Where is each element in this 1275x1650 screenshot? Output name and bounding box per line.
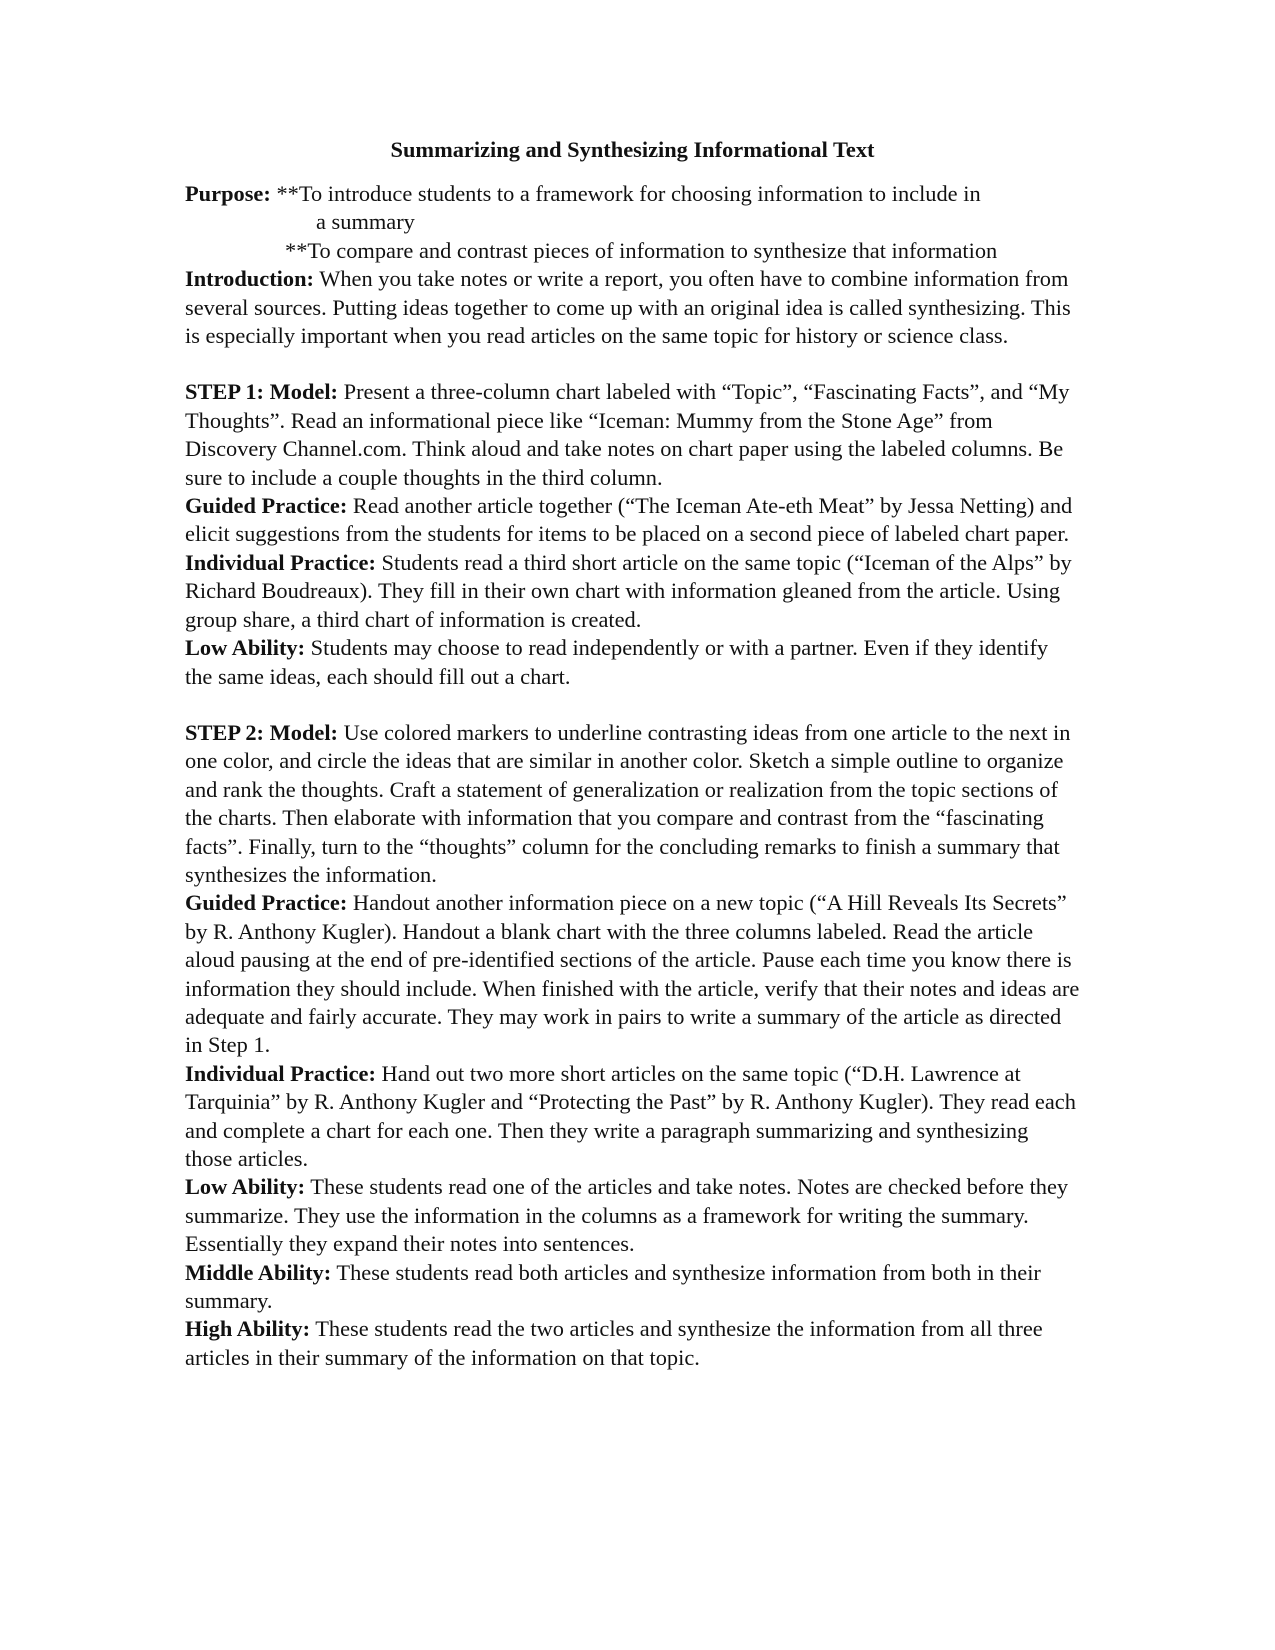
- step2-high-paragraph: [185, 1315, 1080, 1372]
- step2-high-label: High Ability:: [185, 1316, 311, 1342]
- step2-model-paragraph: [185, 719, 1080, 889]
- step2-low-paragraph: [185, 1173, 1080, 1258]
- introduction-label: Introduction:: [185, 266, 314, 292]
- step1-model-text: Present a three-column chart labeled with “Topic”, “Fascinating Facts”, and “My Thoughts”. Read an informational piece like “Iceman: Mummy from the Stone Age” from Discovery Channel.com. Think aloud and take notes on chart paper using the labeled columns. Be sure to include a couple thoughts in the third column.: [185, 379, 1070, 490]
- step1-model-label: STEP 1: Model:: [185, 379, 339, 405]
- purpose-section: [185, 180, 1080, 265]
- step2-individual-label: Individual Practice:: [185, 1060, 376, 1086]
- purpose-line-2: a summary: [316, 209, 415, 235]
- purpose-label: Purpose:: [185, 181, 271, 206]
- purpose-line-1: **To introduce students to a framework for choosing information to include in: [276, 181, 981, 206]
- step1-individual-label: Individual Practice:: [185, 549, 376, 575]
- step2-middle-paragraph: [185, 1259, 1080, 1316]
- document-title: Summarizing and Synthesizing Informational Text: [390, 137, 875, 162]
- document-page: [185, 136, 1080, 1372]
- step1-low-label: Low Ability:: [185, 635, 306, 661]
- step2-high-text: These students read the two articles and synthesize the information from all three articles in their summary of the information on that topic.: [185, 1316, 1043, 1370]
- step2-section: [185, 719, 1080, 1372]
- step2-low-label: Low Ability:: [185, 1174, 306, 1200]
- step2-model-text: Use colored markers to underline contrasting ideas from one article to the next in one color, and circle the ideas that are similar in another color. Sketch a simple outline to organize and rank the thoughts. Craft a statement of generalization or realization from the topic sections of the charts. Then elaborate with information that you compare and contrast from the “fascinating facts”. Finally, turn to the “thoughts” column for the concluding remarks to finish a summary that synthesizes the information.: [185, 719, 1071, 887]
- step2-guided-paragraph: [185, 889, 1080, 1059]
- step1-individual-paragraph: [185, 549, 1080, 634]
- step2-guided-text: Handout another information piece on a new topic (“A Hill Reveals Its Secrets” by R. Anthony Kugler). Handout a blank chart with the three columns labeled. Read the article aloud pausing at the end of pre-identified sections of the article. Pause each time you know there is information they should include. When finished with the article, verify that their notes and ideas are adequate and fairly accurate. They may work in pairs to write a summary of the article as directed in Step 1.: [185, 890, 1080, 1058]
- step2-low-text: These students read one of the articles and take notes. Notes are checked before they summarize. They use the information in the columns as a framework for writing the summary. Essentially they expand their notes into sentences.: [185, 1174, 1069, 1257]
- step2-model-label: STEP 2: Model:: [185, 719, 339, 745]
- step2-individual-paragraph: [185, 1060, 1080, 1174]
- purpose-line-3: **To compare and contrast pieces of information to synthesize that information: [285, 237, 998, 263]
- step2-individual-text: Hand out two more short articles on the same topic (“D.H. Lawrence at Tarquinia” by R. Anthony Kugler and “Protecting the Past” by R. Anthony Kugler). They read each and complete a chart for each one. Then they write a paragraph summarizing and synthesizing those articles.: [185, 1060, 1076, 1171]
- step1-guided-label: Guided Practice:: [185, 493, 348, 519]
- step1-low-text: Students may choose to read independently or with a partner. Even if they identify the same ideas, each should fill out a chart.: [185, 635, 1049, 689]
- step1-guided-text: Read another article together (“The Iceman Ate-eth Meat” by Jessa Netting) and elicit suggestions from the students for items to be placed on a second piece of labeled chart paper.: [185, 493, 1073, 547]
- introduction-paragraph: [185, 265, 1080, 350]
- step1-section: [185, 378, 1080, 690]
- step1-individual-text: Students read a third short article on the same topic (“Iceman of the Alps” by Richard Boudreaux). They fill in their own chart with information gleaned from the article. Using group share, a third chart of information is created.: [185, 549, 1072, 632]
- step1-guided-paragraph: [185, 492, 1080, 549]
- step2-guided-label: Guided Practice:: [185, 890, 348, 916]
- step2-middle-text: These students read both articles and synthesize information from both in their summary.: [185, 1259, 1041, 1314]
- step1-model-paragraph: [185, 378, 1080, 492]
- step2-middle-label: Middle Ability:: [185, 1259, 332, 1285]
- step1-low-paragraph: [185, 634, 1080, 691]
- introduction-text: When you take notes or write a report, you often have to combine information from several sources. Putting ideas together to come up with an original idea is called synthesizing. This is especially important when you read articles on the same topic for history or science class.: [185, 266, 1071, 349]
